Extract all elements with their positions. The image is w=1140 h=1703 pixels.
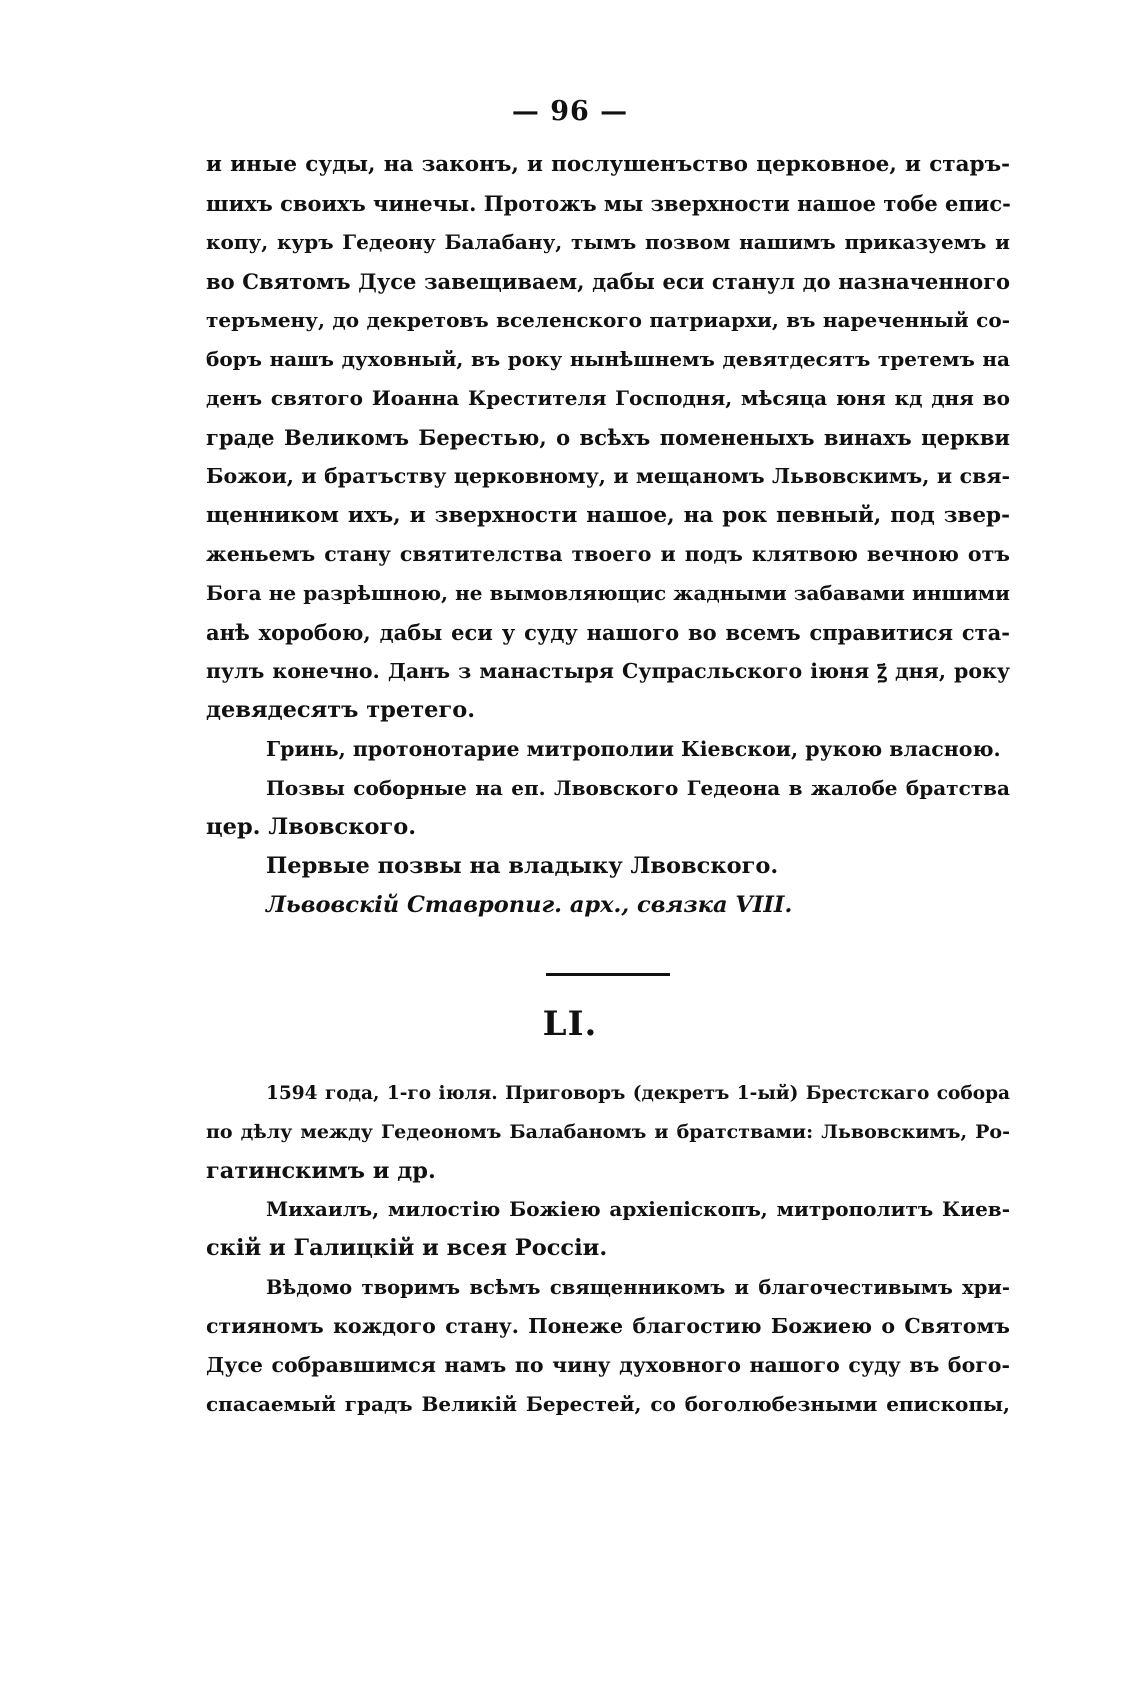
text-line: теръмену, до декретовъ вселенского патриархи, въ нареченный со-	[206, 308, 1010, 332]
body-line: Вѣдомо творимъ всѣмъ священникомъ и благочестивымъ хри-	[266, 1276, 1010, 1299]
heading-line: 1594 года, 1-го іюля. Приговоръ (декретъ 1-ый) Брестскаго собора	[266, 1083, 1010, 1104]
signature-line: Гринь, протонотарие митрополии Кіевскои, рукою власною.	[266, 737, 1001, 761]
section-heading	[206, 1074, 1010, 1191]
body-line: Михаилъ, милостію Божіею архіепіскопъ, митрополитъ Киев-	[266, 1197, 1010, 1221]
first-summons-line: Первые позвы на владыку Лвовского.	[266, 853, 779, 879]
text-line: анѣ хоробою, дабы еси у суду нашого во всемъ справитися ста-	[206, 620, 1010, 645]
text-line: шихъ своихъ чинечы. Протожъ мы зверхности нашое тобе епис-	[206, 191, 1011, 216]
body-line: скій и Галицкій и всея Россіи.	[206, 1235, 608, 1261]
text-line: щенником ихъ, и зверхности нашое, на рок певный, под звер-	[206, 503, 1010, 528]
summons-title-line: цер. Лвовского.	[206, 814, 417, 840]
body-line: Дусе собравшимся намъ по чину духовного нашого суду въ бого-	[206, 1353, 1010, 1377]
text-line: Божои, и братъству церковному, и мещаномъ Львовскимъ, и свя-	[206, 464, 1010, 488]
section-divider	[546, 973, 670, 976]
summons-title-line: Позвы соборные на еп. Лвовского Гедеона в жалобе братства	[266, 776, 1010, 800]
text-line: копу, куръ Гедеону Балабану, тымъ позвом нашимъ приказуемъ и	[206, 230, 1010, 254]
text-line: Бога не разрѣшною, не вымовляющис жадными забавами иншими	[206, 581, 1010, 605]
text-line: пулъ конечно. Данъ з манастыря Супрасльского іюня ꙁ҃ дня, року	[206, 659, 1010, 683]
text-line: денъ святого Иоанна Крестителя Господня, мѣсяца юня кд дня во	[206, 386, 1010, 410]
body-line: спасаемый градъ Великій Берестей, со боголюбезными епископы,	[206, 1392, 1010, 1416]
text-line: женьемъ стану святителства твоего и подъ клятвою вечною отъ	[206, 542, 1010, 566]
text-line: и иные суды, на законъ, и послушенъство церковное, и старъ-	[206, 152, 1010, 177]
text-line: во Святомъ Дусе завещиваем, дабы еси станул до назначенного	[206, 269, 1010, 294]
text-line: граде Великомъ Берестью, о всѣхъ помененыхъ винахъ церкви	[206, 425, 1010, 450]
page-number: — 96 —	[511, 96, 629, 127]
archive-reference: Львовскій Ставропиг. арх., связка VIII.	[266, 892, 793, 918]
heading-line: по дѣлу между Гедеономъ Балабаномъ и братствами: Львовскимъ, Ро-	[206, 1121, 1010, 1143]
text-line: девядесятъ третего.	[206, 697, 476, 723]
text-line: боръ нашъ духовный, въ року нынѣшнемъ девятдесятъ третемъ на	[206, 347, 1010, 371]
section-number: LI.	[542, 1004, 598, 1044]
body-line: стияномъ кождого стану. Понеже благостию Божиею о Святомъ	[206, 1314, 1010, 1338]
letter-text	[206, 145, 1010, 925]
section-body	[206, 1190, 1010, 1424]
heading-line: гатинскимъ и др.	[206, 1158, 436, 1184]
